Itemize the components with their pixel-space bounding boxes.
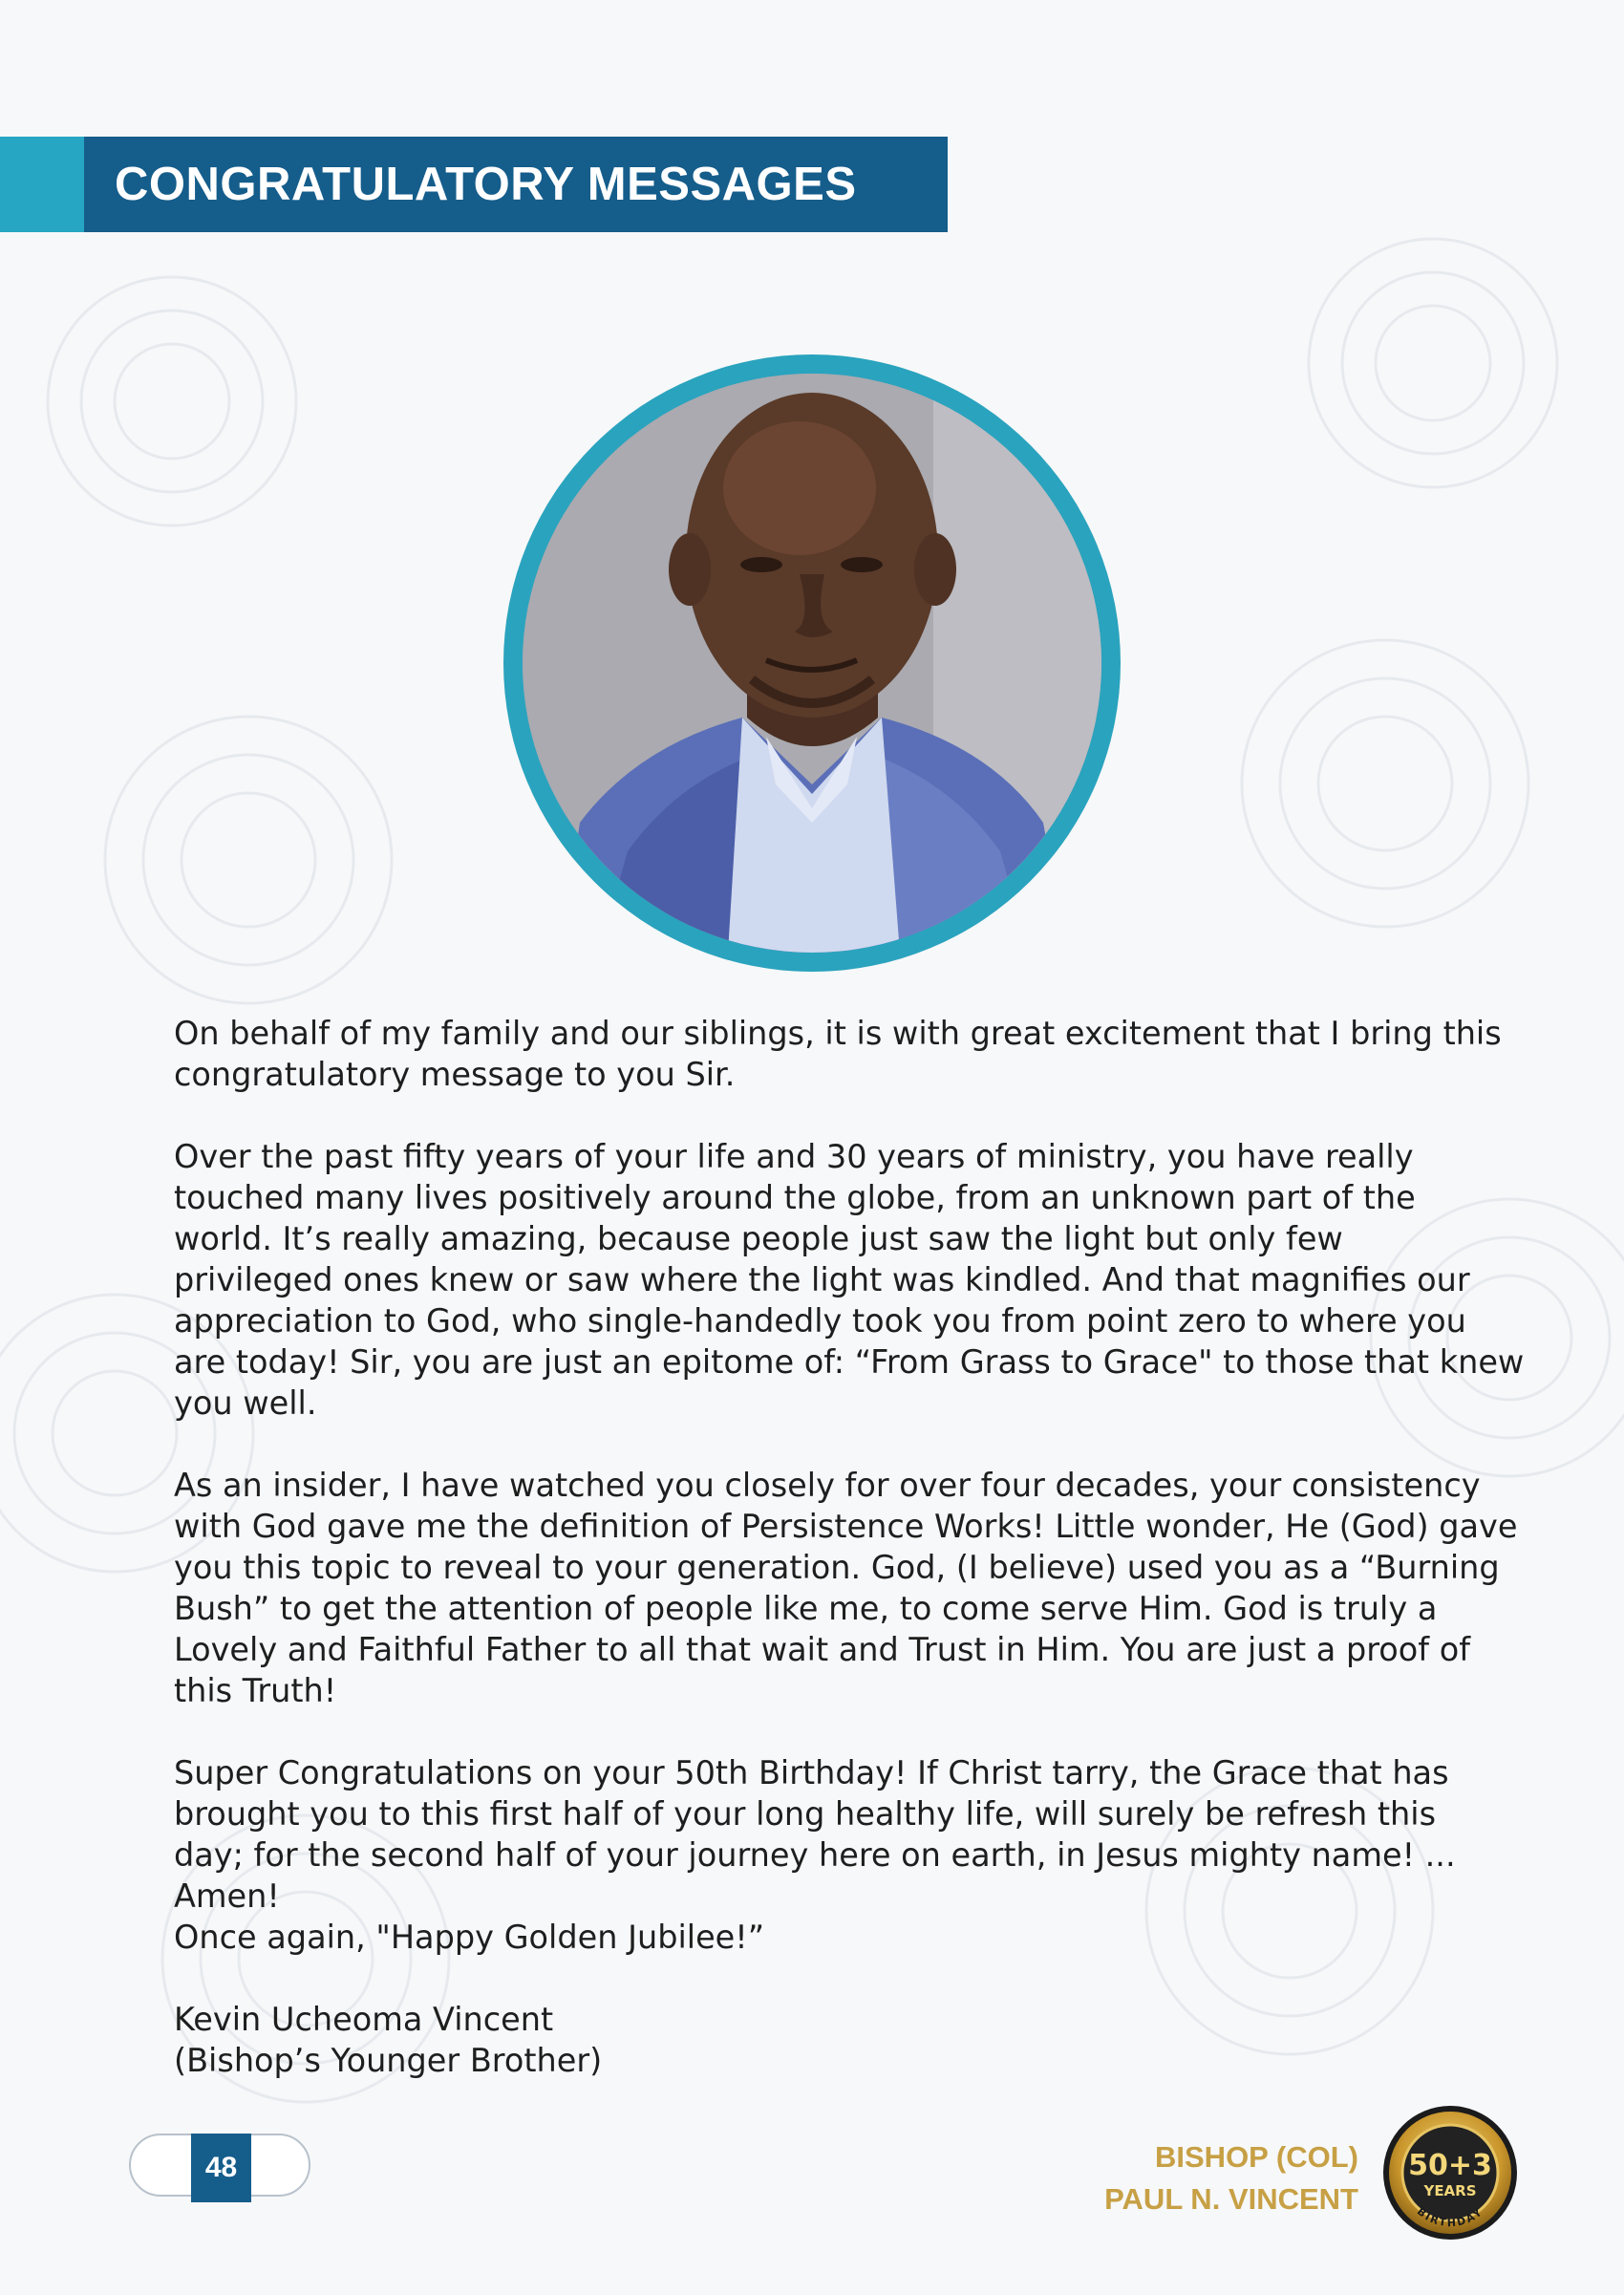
text-line: world. It’s really amazing, because people just saw the light but only few: [174, 1220, 1343, 1257]
portrait-photo: [523, 374, 1101, 953]
text-line: appreciation to God, who single-handedly took you from point zero to where you: [174, 1302, 1466, 1340]
paragraph-1: [174, 1013, 1549, 1095]
page-number-box: [191, 2134, 251, 2202]
text-line: with God gave me the definition of Persistence Works! Little wonder, He (God) gave: [174, 1508, 1518, 1545]
paragraph-2: [174, 1136, 1549, 1424]
text-line: Over the past fifty years of your life and 30 years of ministry, you have really: [174, 1138, 1414, 1175]
signature-relation: (Bishop’s Younger Brother): [174, 2042, 603, 2079]
badge-number: 50+3: [1408, 2149, 1492, 2182]
text-line: Once again, "Happy Golden Jubilee!”: [174, 1919, 765, 1956]
text-line: touched many lives positively around the globe, from an unknown part of the: [174, 1179, 1416, 1216]
anniversary-badge-icon: [1381, 2104, 1519, 2241]
page-number: 48: [204, 2152, 238, 2183]
message-body: [174, 1013, 1549, 2081]
text-line: Lovely and Faithful Father to all that wait and Trust in Him. You are just a proof of: [174, 1631, 1470, 1668]
footer-name: [1104, 2136, 1358, 2220]
badge-label: YEARS: [1423, 2182, 1477, 2199]
text-line: Amen!: [174, 1877, 280, 1915]
text-line: brought you to this first half of your long healthy life, will surely be refresh this: [174, 1795, 1437, 1833]
signature: [174, 1999, 1549, 2081]
text-line: congratulatory message to you Sir.: [174, 1056, 736, 1093]
signature-name: Kevin Ucheoma Vincent: [174, 2001, 554, 2038]
text-line: you well.: [174, 1384, 317, 1422]
portrait-illustration: [523, 374, 1101, 953]
badge-caption: BIRTHDAY: [1414, 2204, 1486, 2230]
text-line: privileged ones knew or saw where the light was kindled. And that magnifies our: [174, 1261, 1470, 1298]
text-line: Bush” to get the attention of people like me, to come serve Him. God is truly a: [174, 1590, 1438, 1627]
text-line: As an insider, I have watched you closely for over four decades, your consistency: [174, 1467, 1481, 1504]
header-accent-block: [0, 137, 84, 232]
text-line: this Truth!: [174, 1672, 337, 1709]
footer-name-line-1: BISHOP (COL): [1155, 2140, 1358, 2174]
text-line: are today! Sir, you are just an epitome of: “From Grass to Grace" to those that knew: [174, 1343, 1525, 1381]
text-line: you this topic to reveal to your generation. God, (I believe) used you as a “Burning: [174, 1549, 1500, 1586]
portrait-frame: [503, 354, 1121, 972]
page-title: CONGRATULATORY MESSAGES: [115, 159, 857, 210]
text-line: Super Congratulations on your 50th Birthday! If Christ tarry, the Grace that has: [174, 1754, 1449, 1791]
footer-name-line-2: PAUL N. VINCENT: [1104, 2182, 1358, 2216]
paragraph-4: [174, 1752, 1549, 1958]
header-banner: [84, 137, 948, 232]
text-line: On behalf of my family and our siblings, it is with great excitement that I bring this: [174, 1015, 1502, 1052]
paragraph-3: [174, 1465, 1549, 1711]
text-line: day; for the second half of your journey here on earth, in Jesus mighty name! ...: [174, 1836, 1456, 1874]
